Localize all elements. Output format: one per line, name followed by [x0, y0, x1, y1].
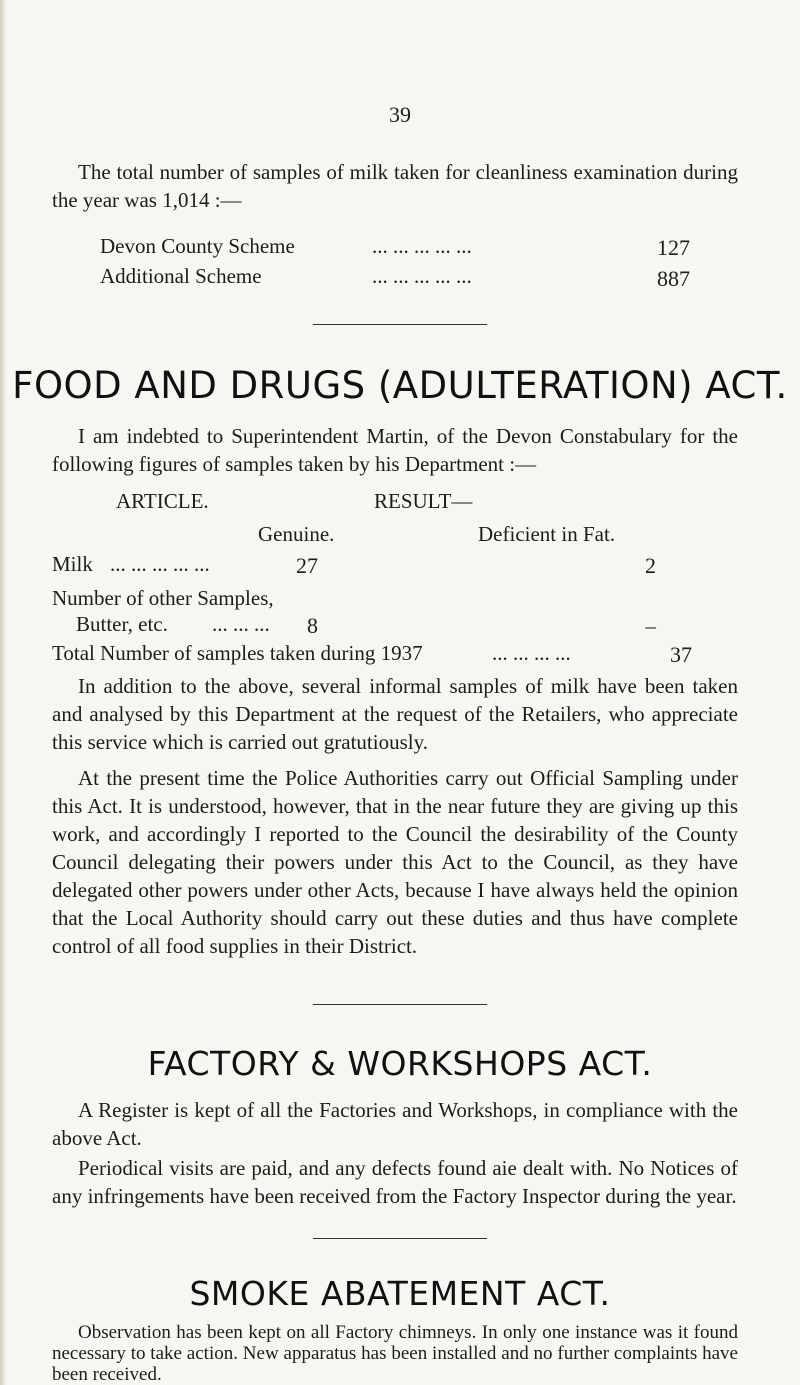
row-other-genuine: 8 — [307, 613, 318, 638]
row-other-article: Number of other Samples, — [52, 586, 274, 610]
section-divider — [313, 324, 487, 325]
food-drugs-intro: I am indebted to Superintendent Martin, of the Devon Constabulary for the following figures of samples taken by his Department :— — [52, 424, 738, 476]
scheme-additional-count: 887 — [657, 266, 690, 291]
column-header-result: RESULT— — [374, 489, 473, 513]
row-other-article-continued: Butter, etc. — [76, 612, 168, 636]
total-samples-dots: ... ... ... ... — [492, 641, 571, 665]
smoke-heading: SMOKE ABATEMENT ACT. — [189, 1274, 611, 1313]
scheme-additional-label: Additional Scheme — [100, 264, 262, 288]
food-drugs-heading: FOOD AND DRUGS (ADULTERATION) ACT. — [12, 364, 788, 407]
scheme-additional-dots: ... ... ... ... ... — [372, 264, 472, 288]
factory-heading: FACTORY & WORKSHOPS ACT. — [147, 1044, 653, 1083]
scheme-devon-label: Devon County Scheme — [100, 234, 295, 258]
scheme-devon-count: 127 — [657, 235, 690, 260]
milk-intro-paragraph: The total number of samples of milk taken for cleanliness examination during the year was 1,014 :— — [52, 160, 738, 212]
total-samples-value: 37 — [670, 642, 692, 667]
row-milk-deficient: 2 — [645, 553, 656, 578]
food-drugs-paragraph-2: At the present time the Police Authorities carry out Official Sampling under this Act. It is understood, however, that in the near future they are giving up this work, and accordingly I reported to the Council the desirability of the County Council delegating their powers under this Act to the Council, as they have delegated other powers under other Acts, because I have always held the opinion that the Local Authority should carry out these duties and thus have complete control of all food supplies in their District. — [52, 766, 738, 958]
row-milk-article: Milk — [52, 552, 93, 576]
column-header-deficient: Deficient in Fat. — [478, 522, 616, 546]
page-edge-shadow — [0, 0, 6, 1385]
section-divider — [313, 1004, 487, 1005]
row-milk-dots: ... ... ... ... ... — [110, 552, 210, 576]
smoke-paragraph-1: Observation has been kept on all Factory chimneys. In only one instance was it found necessary to take action. New apparatus has been installed and no further complaints have been received. — [52, 1322, 738, 1385]
scheme-devon-dots: ... ... ... ... ... — [372, 234, 472, 258]
row-other-deficient: – — [645, 614, 656, 638]
factory-paragraph-2: Periodical visits are paid, and any defects found aie dealt with. No Notices of any infringements have been received from the Factory Inspector during the year. — [52, 1156, 738, 1208]
section-divider — [313, 1238, 487, 1239]
total-samples-label: Total Number of samples taken during 1937 — [52, 641, 423, 665]
page-number: 39 — [389, 102, 411, 127]
row-milk-genuine: 27 — [296, 553, 318, 578]
factory-paragraph-1: A Register is kept of all the Factories and Workshops, in compliance with the above Act. — [52, 1098, 738, 1150]
row-other-dots: ... ... ... — [212, 612, 270, 636]
column-header-genuine: Genuine. — [258, 522, 335, 546]
food-drugs-paragraph-1: In addition to the above, several informal samples of milk have been taken and analysed by this Department at the request of the Retailers, who appreciate this service which is carried out gratutiously. — [52, 674, 738, 754]
column-header-article: ARTICLE. — [116, 489, 209, 513]
